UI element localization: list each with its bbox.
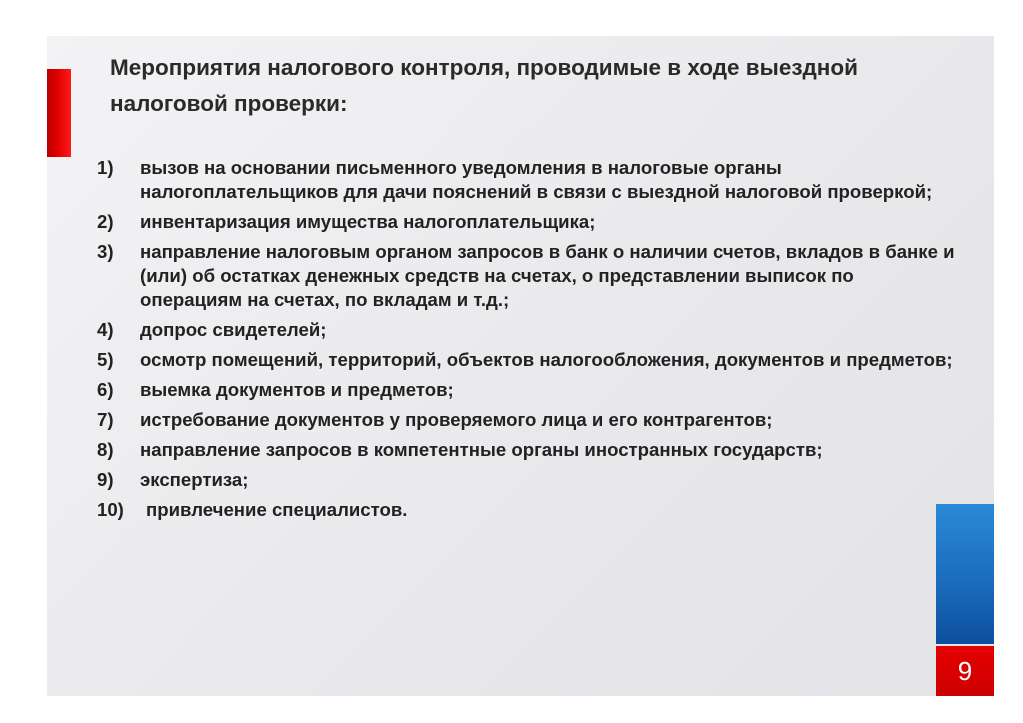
list-item-text: истребование документов у проверяемого лица и его контрагентов; <box>140 409 773 430</box>
red-accent-bar <box>47 69 71 157</box>
list-item-text: направление запросов в компетентные органы иностранных государств; <box>140 439 823 460</box>
list-item-text: выемка документов и предметов; <box>140 379 454 400</box>
list-item <box>97 468 957 492</box>
list-item <box>97 378 957 402</box>
list-item-text: вызов на основании письменного уведомления в налоговые органы налогоплательщиков для дачи пояснений в связи с выездной налоговой проверкой; <box>140 157 933 202</box>
list-item-number: 9) <box>97 469 114 490</box>
list-item-number: 10) <box>97 499 124 520</box>
list-item-number: 4) <box>97 319 114 340</box>
list-item <box>97 438 957 462</box>
page-number: 9 <box>957 655 973 686</box>
slide <box>47 36 994 696</box>
list-item-number: 8) <box>97 439 114 460</box>
list-item <box>97 156 957 204</box>
list-item-number: 6) <box>97 379 114 400</box>
list-item-text: привлечение специалистов. <box>146 499 408 520</box>
page-number-badge <box>936 646 994 696</box>
list-item <box>97 498 957 522</box>
list-item-number: 3) <box>97 241 114 262</box>
list-item-text: допрос свидетелей; <box>140 319 327 340</box>
list-item-text: осмотр помещений, территорий, объектов налогообложения, документов и предметов; <box>140 349 953 370</box>
blue-accent-bar <box>936 504 994 644</box>
list-item-number: 2) <box>97 211 114 232</box>
list-item <box>97 318 957 342</box>
list-item-text: инвентаризация имущества налогоплательщика; <box>140 211 596 232</box>
list-item-text: направление налоговым органом запросов в банк о наличии счетов, вкладов в банке и (или) об остатках денежных средств на счетах, о представлении выписок по операциям на счетах, по вкладам и т.д.; <box>140 241 955 310</box>
list-item-number: 7) <box>97 409 114 430</box>
measures-list <box>97 156 957 528</box>
list-item <box>97 408 957 432</box>
list-item-number: 5) <box>97 349 114 370</box>
list-item <box>97 240 957 312</box>
list-item-text: экспертиза; <box>140 469 249 490</box>
list-item <box>97 210 957 234</box>
list-item <box>97 348 957 372</box>
slide-title: Мероприятия налогового контроля, проводимые в ходе выездной налоговой проверки: <box>110 55 858 116</box>
list-item-number: 1) <box>97 157 114 178</box>
